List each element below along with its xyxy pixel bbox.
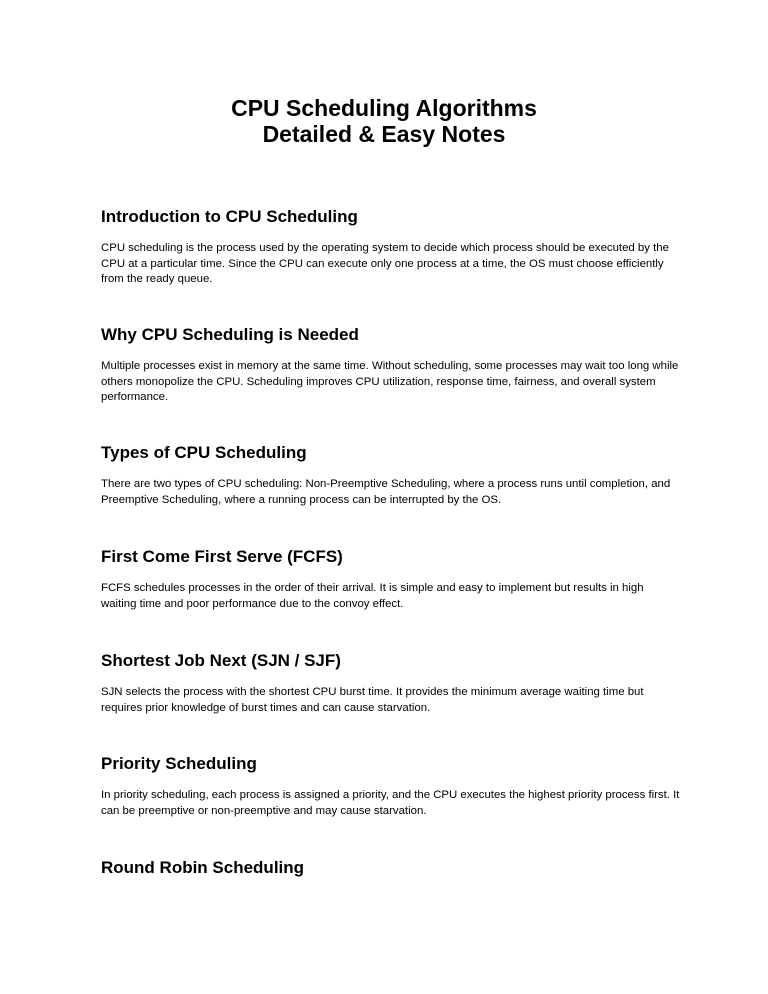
section-heading: Why CPU Scheduling is Needed xyxy=(101,325,359,344)
document-title xyxy=(0,95,768,147)
section-body: CPU scheduling is the process used by the operating system to decide which process should be executed by the CPU at a particular time. Since the CPU can execute only one process at a time, the OS must choose efficiently from the ready queue. xyxy=(101,242,669,285)
section-heading: Priority Scheduling xyxy=(101,754,257,773)
section-introduction xyxy=(101,207,681,288)
section-heading: Shortest Job Next (SJN / SJF) xyxy=(101,651,341,670)
section-heading: Round Robin Scheduling xyxy=(101,858,305,877)
section-body: In priority scheduling, each process is assigned a priority, and the CPU executes the highest priority process first. It can be preemptive or non-preemptive and may cause starvation. xyxy=(101,789,680,817)
section-heading: Types of CPU Scheduling xyxy=(101,443,307,462)
section-round-robin xyxy=(101,858,681,878)
section-fcfs xyxy=(101,547,681,612)
section-heading: Introduction to CPU Scheduling xyxy=(101,207,358,226)
document-title-line-2: Detailed & Easy Notes xyxy=(262,121,506,147)
section-body: FCFS schedules processes in the order of their arrival. It is simple and easy to implement but results in high waiting time and poor performance due to the convoy effect. xyxy=(101,582,644,610)
section-body: There are two types of CPU scheduling: Non-Preemptive Scheduling, where a process runs until completion, and Preemptive Scheduling, where a running process can be interrupted by the OS. xyxy=(101,478,671,506)
section-sjn xyxy=(101,651,681,716)
section-body: SJN selects the process with the shortest CPU burst time. It provides the minimum average waiting time but requires prior knowledge of burst times and can cause starvation. xyxy=(101,686,644,714)
section-types xyxy=(101,443,681,508)
document-title-line-1: CPU Scheduling Algorithms xyxy=(231,95,537,121)
section-heading: First Come First Serve (FCFS) xyxy=(101,547,343,566)
section-body: Multiple processes exist in memory at the same time. Without scheduling, some processes may wait too long while others monopolize the CPU. Scheduling improves CPU utilization, response time, fairness, and overall system performance. xyxy=(101,360,679,403)
section-why-needed xyxy=(101,325,681,406)
section-priority xyxy=(101,754,681,819)
